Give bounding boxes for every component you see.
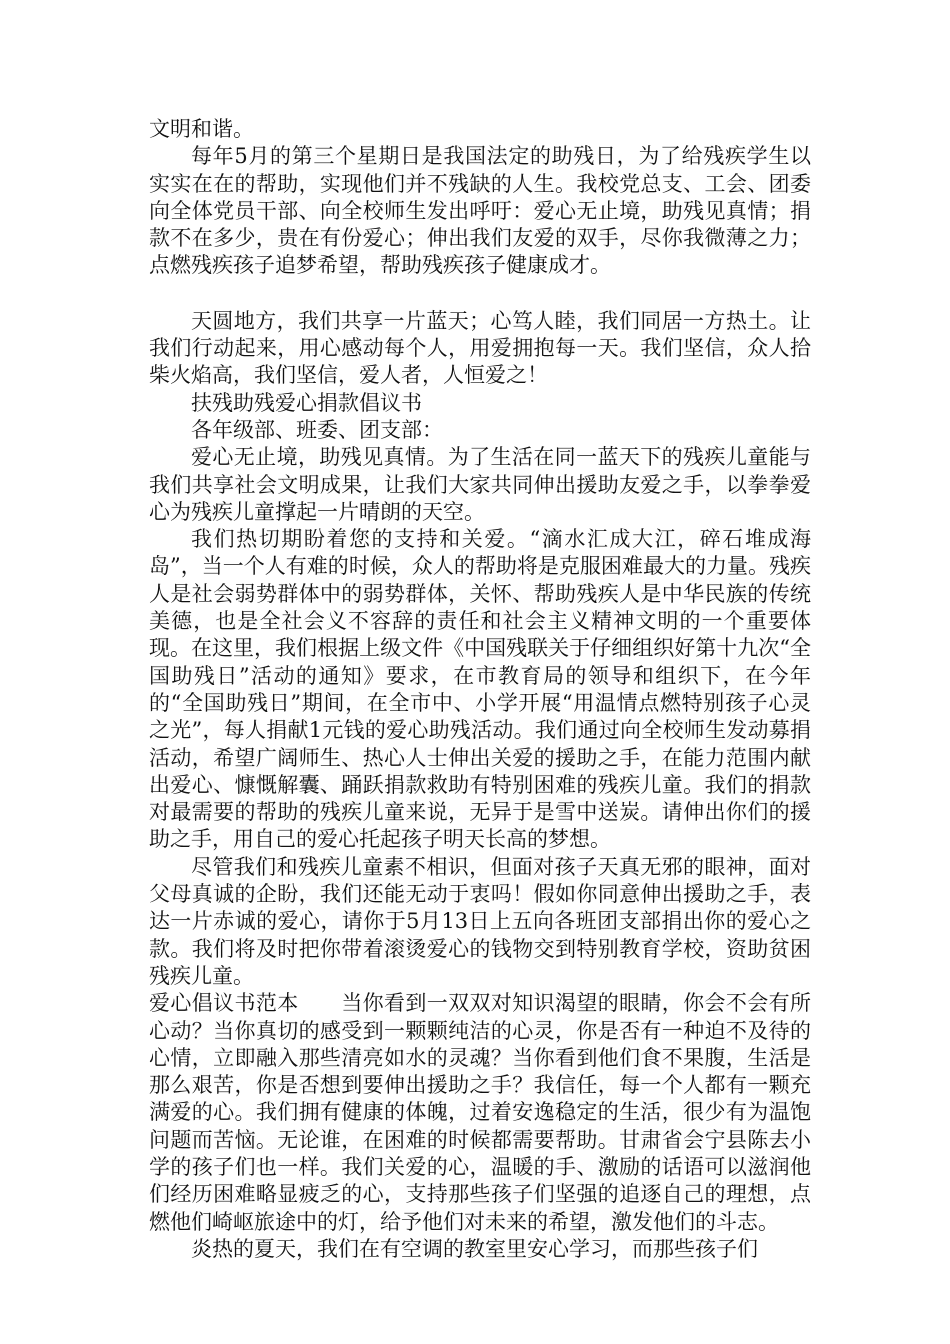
paragraph-donation-details: 尽管我们和残疾儿童素不相识，但面对孩子天真无邪的眼神，面对父母真诚的企盼，我们还能无动于衷吗！假如你同意伸出援助之手，表达一片赤诚的爱心，请你于5月13日上五向各班团支部捐出你的爱心之款。我们将及时把你带着滚烫爱心的钱物交到特别教育学校，资助贫困残疾儿童。	[149, 854, 811, 988]
paragraph-sample-proposal	[149, 990, 811, 1236]
paragraph-disability-day: 每年5月的第三个星期日是我国法定的助残日，为了给残疾学生以实实在在的帮助，实现他们并不残缺的人生。我校党总支、工会、团委向全体党员干部、向全校师生发出呼吁：爱心无止境，助残见真情；捐款不在多少，贵在有份爱心；伸出我们友爱的双手，尽你我微薄之力；点燃残疾孩子追梦希望，帮助残疾孩子健康成才。	[149, 144, 811, 278]
paragraph-spacer	[149, 280, 811, 308]
paragraph-opening-fragment: 文明和谐。	[149, 117, 254, 141]
sample-proposal-body: 当你看到一双双对知识渴望的眼睛，你会不会有所心动？当你真切的感受到一颗颗纯洁的心灵，你是否有一种迫不及待的心情，立即融入那些清亮如水的灵魂？当你看到他们食不果腹，生活是那么艰苦，你是否想到要伸出援助之手？我信任，每一个人都有一颗充满爱的心。我们拥有健康的体魄，过着安逸稳定的生活，很少有为温饱问题而苦恼。无论谁，在困难的时候都需要帮助。甘肃省会宁县陈去小学的孩子们也一样。我们关爱的心，温暖的手、激励的话语可以滋润他们经历困难略显疲乏的心，支持那些孩子们坚强的追逐自己的理想，点燃他们崎岖旅途中的灯，给予他们对未来的希望，激发他们的斗志。	[149, 991, 812, 1234]
document-heading: 扶残助残爱心捐款倡议书	[191, 390, 422, 415]
paragraph-shared-sky: 天圆地方，我们共享一片蓝天；心笃人睦，我们同居一方热土。让我们行动起来，用心感动每个人，用爱拥抱每一天。我们坚信，众人拾柴火焰高，我们坚信，爱人者，人恒爱之！	[149, 308, 811, 388]
paragraph-support-appeal: 我们热切期盼着您的支持和关爱。“滴水汇成大江，碎石堆成海岛”，当一个人有难的时候，众人的帮助将是克服困难最大的力量。残疾人是社会弱势群体中的弱势群体，关怀、帮助残疾人是中华民族的传统美德，也是全社会义不容辞的责任和社会主义精神文明的一个重要体现。在这里，我们根据上级文件《中国残联关于仔细组织好第十九次“全国助残日”活动的通知》要求，在市教育局的领导和组织下，在今年的“全国助残日”期间，在全市中、小学开展“用温情点燃特别孩子心灵之光”，每人捐献1元钱的爱心助残活动。我们通过向全校师生发动募捐活动，希望广阔师生、热心人士伸出关爱的援助之手，在能力范围内献出爱心、慷慨解囊、踊跃捐款救助有特别困难的残疾儿童。我们的捐款对最需要的帮助的残疾儿童来说，无异于是雪中送炭。请伸出你们的援助之手，用自己的爱心托起孩子明天长高的梦想。	[149, 527, 811, 852]
paragraph-love-no-limit: 爱心无止境，助残见真情。为了生活在同一蓝天下的残疾儿童能与我们共享社会文明成果，让我们大家共同伸出援助友爱之手，以拳拳爱心为残疾儿童撑起一片晴朗的天空。	[149, 445, 811, 524]
sample-proposal-title: 爱心倡议书范本	[149, 991, 342, 1016]
paragraph-hot-summer: 炎热的夏天，我们在有空调的教室里安心学习，而那些孩子们	[191, 1236, 758, 1261]
document-page	[149, 116, 811, 1263]
salutation: 各年级部、班委、团支部：	[191, 417, 443, 442]
